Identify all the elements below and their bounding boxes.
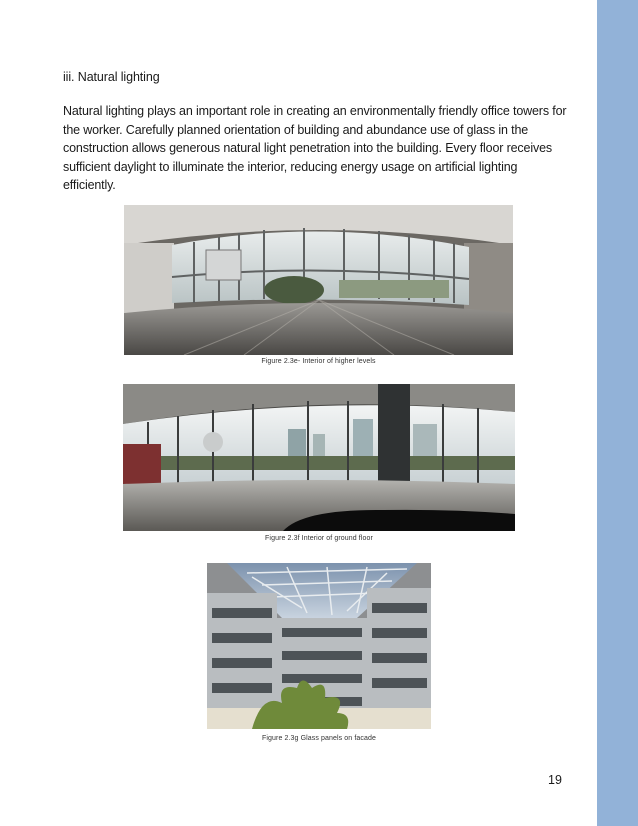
interior-higher-levels-photo [124, 205, 513, 355]
figure-caption-e: Figure 2.3e- Interior of higher levels [261, 358, 376, 365]
interior-ground-floor-photo [123, 384, 515, 531]
section-heading: iii. Natural lighting [63, 70, 160, 84]
figure-caption-g: Figure 2.3g Glass panels on facade [262, 735, 376, 742]
body-paragraph: Natural lighting plays an important role in creating an environmentally friendly office towers for the worker. Carefully planned orientation of building and abundance use of glass in the construction allows generous natural light penetration into the building. Every floor receives sufficient daylight to illuminate the interior, reducing energy usage on artificial lighting efficiently. [63, 104, 567, 192]
figure-caption-f: Figure 2.3f Interior of ground floor [265, 535, 373, 542]
glass-panels-facade-photo [207, 563, 431, 729]
page-number: 19 [548, 773, 562, 787]
figure-interior-ground-floor [123, 384, 515, 531]
figure-glass-panels-facade [207, 563, 431, 729]
page-side-bar [597, 0, 638, 826]
figure-interior-higher-levels [124, 205, 513, 355]
